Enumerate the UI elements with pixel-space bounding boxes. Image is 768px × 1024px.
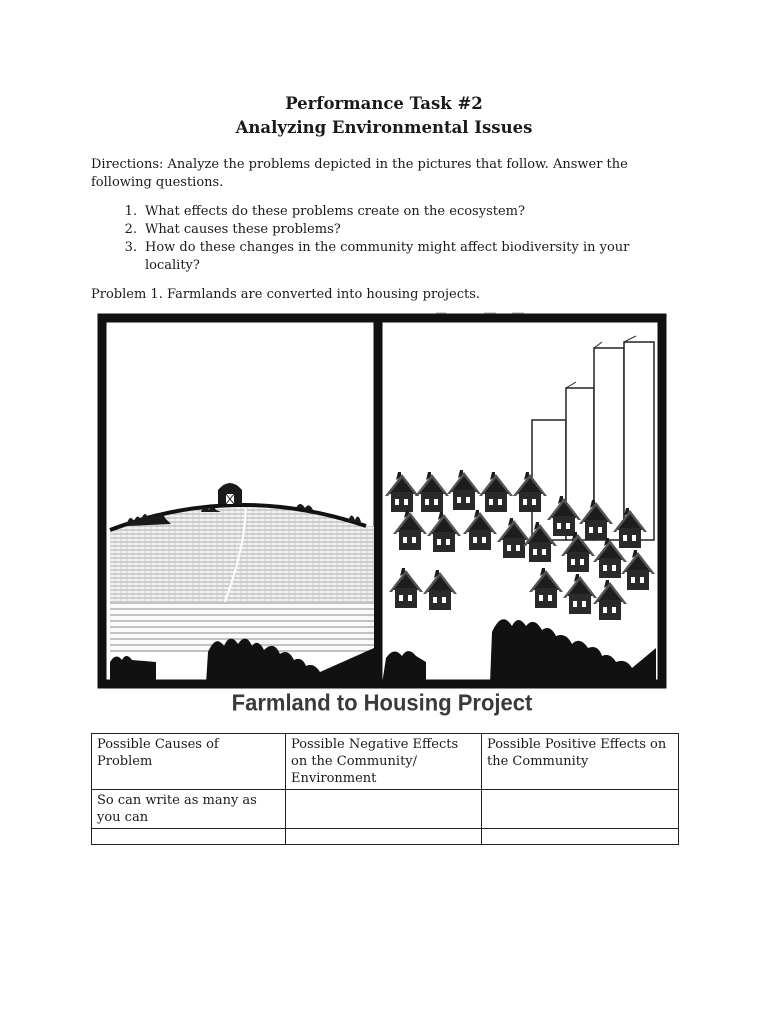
- table-row: [92, 829, 679, 845]
- table-cell[interactable]: [482, 829, 679, 845]
- header-causes: [92, 734, 286, 790]
- question-number: 3.: [124, 240, 137, 255]
- header-line: on the Community/: [291, 754, 418, 769]
- farmland-housing-illustration: [96, 312, 668, 730]
- table-cell[interactable]: [482, 790, 679, 829]
- cell-line: So can write as many as: [97, 793, 257, 808]
- question-text-line: What effects do these problems create on the ecosystem?: [145, 204, 525, 219]
- figure-caption: Farmland to Housing Project: [231, 689, 533, 716]
- table-cell[interactable]: [92, 790, 286, 829]
- header-line: the Community: [487, 754, 589, 769]
- header-line: Possible Causes of: [97, 737, 219, 752]
- directions: [91, 156, 691, 192]
- directions-line-2: following questions.: [91, 175, 224, 190]
- question-text-line: locality?: [145, 258, 200, 273]
- title-line-1: Performance Task #2: [285, 94, 483, 113]
- question-text: [145, 221, 681, 239]
- header-line: Possible Positive Effects on: [487, 737, 667, 752]
- title-line-2: Analyzing Environmental Issues: [235, 118, 533, 137]
- header-line: Possible Negative Effects: [291, 737, 459, 752]
- table-cell[interactable]: [286, 829, 482, 845]
- header-line: Environment: [291, 771, 377, 786]
- question-text-line: What causes these problems?: [145, 222, 341, 237]
- question-text-line: How do these changes in the community might affect biodiversity in your: [145, 240, 630, 255]
- question-text: [145, 239, 681, 275]
- header-line: Problem: [97, 754, 153, 769]
- question-item: [91, 239, 681, 275]
- question-list: [91, 203, 681, 275]
- cell-line: you can: [97, 810, 149, 825]
- table-cell[interactable]: [92, 829, 286, 845]
- directions-line-1: Directions: Analyze the problems depicted in the pictures that follow. Answer the: [91, 157, 628, 172]
- table-row: [92, 790, 679, 829]
- effects-table: [91, 733, 679, 845]
- table-cell[interactable]: [286, 790, 482, 829]
- page-title: [0, 92, 768, 140]
- question-number: 1.: [124, 204, 137, 219]
- question-item: [91, 221, 681, 239]
- header-negative-effects: [286, 734, 482, 790]
- header-positive-effects: [482, 734, 679, 790]
- table-header-row: [92, 734, 679, 790]
- question-text: [145, 203, 681, 221]
- question-number: 2.: [124, 222, 137, 237]
- question-item: [91, 203, 681, 221]
- problem-statement: Problem 1. Farmlands are converted into housing projects.: [91, 287, 481, 302]
